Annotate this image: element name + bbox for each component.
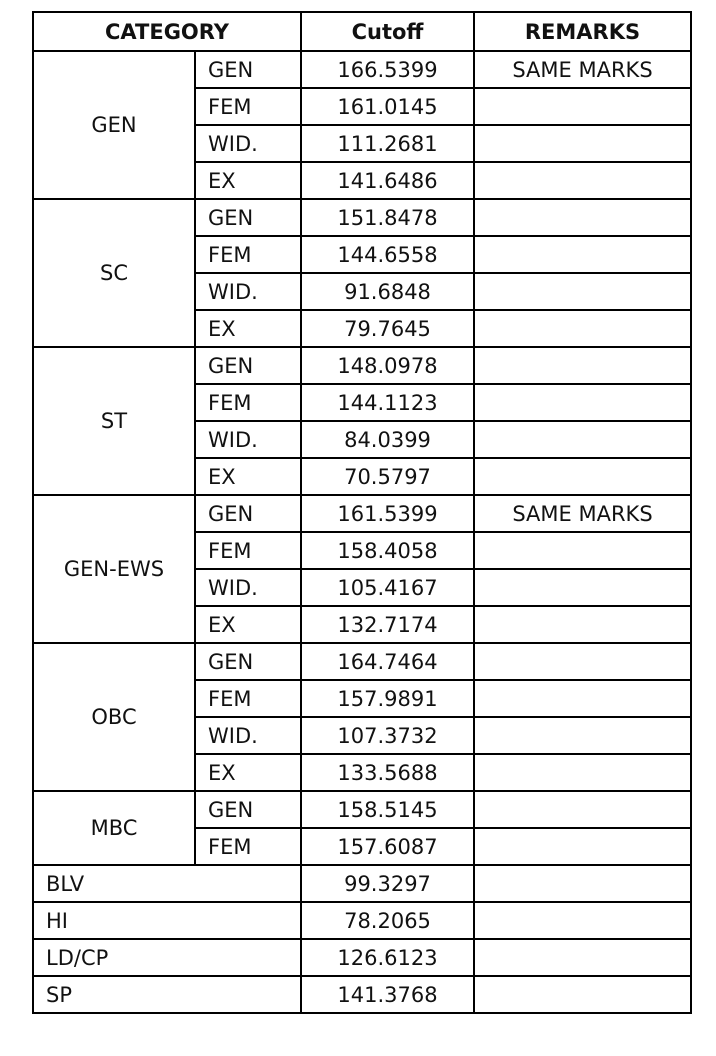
remarks-value	[474, 532, 691, 569]
cutoff-value: 157.9891	[301, 680, 474, 717]
remarks-value: SAME MARKS	[474, 51, 691, 88]
sub-category-label: EX	[195, 754, 301, 791]
group-label-gen: GEN	[33, 51, 195, 199]
remarks-value	[474, 606, 691, 643]
sub-category-label: WID.	[195, 273, 301, 310]
header-row	[33, 12, 691, 51]
cutoff-value: 158.5145	[301, 791, 474, 828]
cutoff-value: 144.6558	[301, 236, 474, 273]
remarks-value	[474, 717, 691, 754]
table-row	[33, 495, 691, 532]
table-row	[33, 791, 691, 828]
sub-category-label: FEM	[195, 88, 301, 125]
remarks-value	[474, 643, 691, 680]
remarks-value	[474, 902, 691, 939]
remarks-value: SAME MARKS	[474, 495, 691, 532]
cutoff-value: 91.6848	[301, 273, 474, 310]
remarks-value	[474, 88, 691, 125]
cutoff-value: 141.3768	[301, 976, 474, 1013]
special-category-label: BLV	[33, 865, 301, 902]
table-row	[33, 902, 691, 939]
remarks-value	[474, 976, 691, 1013]
remarks-value	[474, 125, 691, 162]
cutoff-value: 166.5399	[301, 51, 474, 88]
cutoff-value: 141.6486	[301, 162, 474, 199]
sub-category-label: EX	[195, 162, 301, 199]
table-body	[33, 51, 691, 1013]
sub-category-label: GEN	[195, 791, 301, 828]
remarks-value	[474, 384, 691, 421]
sub-category-label: FEM	[195, 236, 301, 273]
remarks-value	[474, 680, 691, 717]
sub-category-label: GEN	[195, 643, 301, 680]
sub-category-label: EX	[195, 310, 301, 347]
cutoff-value: 126.6123	[301, 939, 474, 976]
sub-category-label: FEM	[195, 680, 301, 717]
table-row	[33, 976, 691, 1013]
cutoff-value: 158.4058	[301, 532, 474, 569]
cutoff-table	[32, 11, 692, 1014]
remarks-value	[474, 569, 691, 606]
group-label-gen-ews: GEN-EWS	[33, 495, 195, 643]
cutoff-value: 132.7174	[301, 606, 474, 643]
remarks-value	[474, 310, 691, 347]
sub-category-label: GEN	[195, 51, 301, 88]
sub-category-label: WID.	[195, 125, 301, 162]
sub-category-label: FEM	[195, 828, 301, 865]
cutoff-value: 99.3297	[301, 865, 474, 902]
table-row	[33, 865, 691, 902]
sub-category-label: FEM	[195, 532, 301, 569]
remarks-value	[474, 939, 691, 976]
group-label-sc: SC	[33, 199, 195, 347]
sub-category-label: EX	[195, 458, 301, 495]
header-remarks: REMARKS	[474, 12, 691, 51]
cutoff-value: 79.7645	[301, 310, 474, 347]
header-cutoff: Cutoff	[301, 12, 474, 51]
table-row	[33, 51, 691, 88]
cutoff-value: 161.0145	[301, 88, 474, 125]
group-label-mbc: MBC	[33, 791, 195, 865]
cutoff-value: 84.0399	[301, 421, 474, 458]
cutoff-value: 157.6087	[301, 828, 474, 865]
sub-category-label: GEN	[195, 495, 301, 532]
sub-category-label: FEM	[195, 384, 301, 421]
table-row	[33, 199, 691, 236]
sub-category-label: WID.	[195, 717, 301, 754]
cutoff-value: 151.8478	[301, 199, 474, 236]
group-label-obc: OBC	[33, 643, 195, 791]
remarks-value	[474, 236, 691, 273]
sub-category-label: WID.	[195, 569, 301, 606]
remarks-value	[474, 754, 691, 791]
remarks-value	[474, 791, 691, 828]
cutoff-value: 70.5797	[301, 458, 474, 495]
special-category-label: LD/CP	[33, 939, 301, 976]
sub-category-label: EX	[195, 606, 301, 643]
cutoff-value: 105.4167	[301, 569, 474, 606]
remarks-value	[474, 865, 691, 902]
remarks-value	[474, 273, 691, 310]
cutoff-value: 78.2065	[301, 902, 474, 939]
sub-category-label: WID.	[195, 421, 301, 458]
cutoff-value: 111.2681	[301, 125, 474, 162]
table-row	[33, 643, 691, 680]
remarks-value	[474, 347, 691, 384]
table-row	[33, 347, 691, 384]
remarks-value	[474, 828, 691, 865]
group-label-st: ST	[33, 347, 195, 495]
cutoff-value: 161.5399	[301, 495, 474, 532]
cutoff-value: 133.5688	[301, 754, 474, 791]
sub-category-label: GEN	[195, 199, 301, 236]
cutoff-value: 144.1123	[301, 384, 474, 421]
table-row	[33, 939, 691, 976]
remarks-value	[474, 199, 691, 236]
special-category-label: HI	[33, 902, 301, 939]
cutoff-value: 164.7464	[301, 643, 474, 680]
cutoff-value: 148.0978	[301, 347, 474, 384]
sub-category-label: GEN	[195, 347, 301, 384]
remarks-value	[474, 458, 691, 495]
header-category: CATEGORY	[33, 12, 301, 51]
cutoff-value: 107.3732	[301, 717, 474, 754]
remarks-value	[474, 421, 691, 458]
special-category-label: SP	[33, 976, 301, 1013]
remarks-value	[474, 162, 691, 199]
